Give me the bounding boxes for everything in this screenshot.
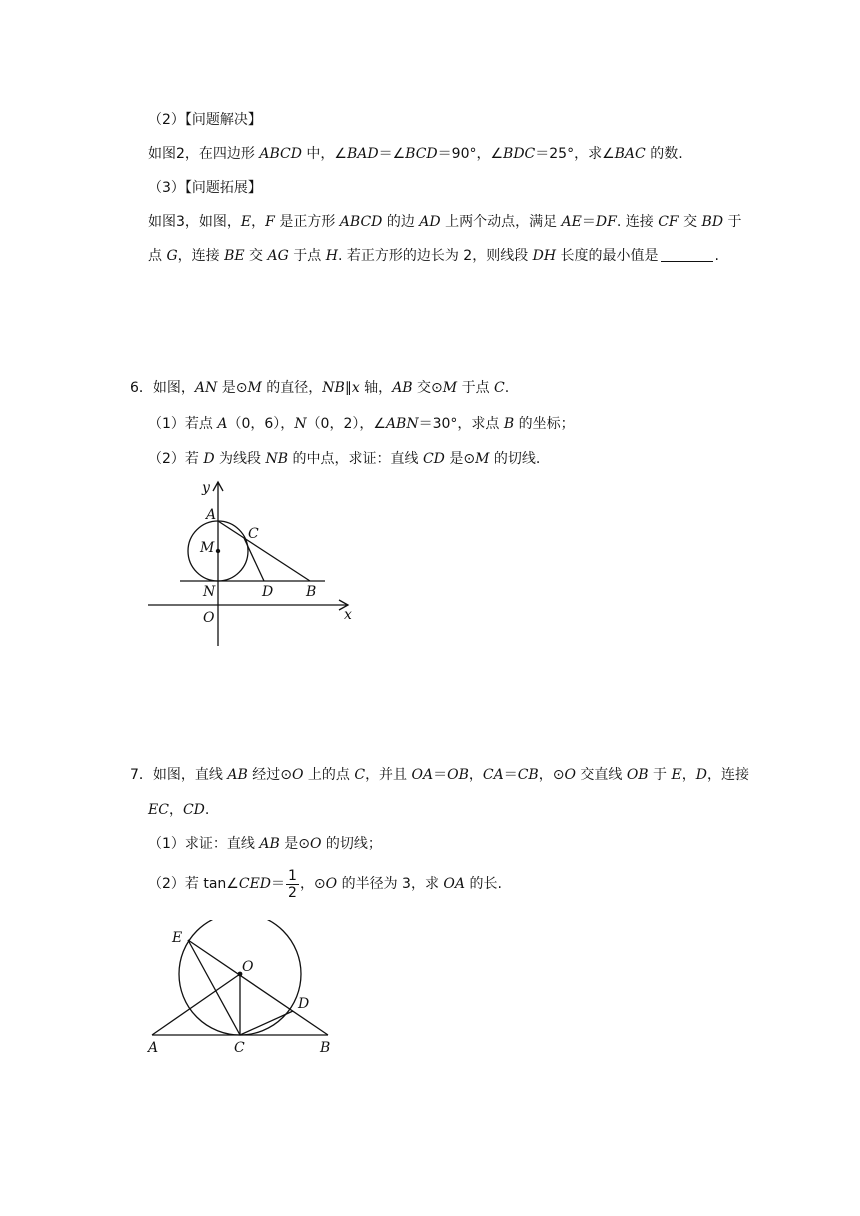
text: ＝25°，求∠ [535,146,615,162]
text: 是⊙ [217,380,248,396]
line-ab [218,521,310,581]
q6-part1 [148,414,575,434]
q6-part2 [148,449,540,469]
text: （2）若 tan∠ [148,876,239,892]
var: NB [322,380,345,396]
text: ，连接 [706,767,749,783]
text: 上的点 [303,767,355,783]
var: CED [238,876,272,892]
var: OA [443,876,466,892]
text: 的切线； [321,836,382,852]
text: ＝ [503,767,518,783]
var: M [247,380,262,396]
label-d: D [298,996,310,1012]
label-o: O [203,610,215,626]
text: . [714,248,719,264]
var: AN [194,380,218,396]
label-n: N [203,584,216,600]
text: ＝∠ [378,146,406,162]
var: AD [419,214,441,230]
label-a: A [206,507,217,523]
var: E [240,214,252,230]
text: 交⊙ [412,380,443,396]
label-e: E [172,930,183,946]
var: BE [224,248,245,264]
line-ec [188,940,240,1035]
text: ， [168,802,183,818]
text: . 连接 [616,214,659,230]
text: 交直线 [575,767,627,783]
text: ＝30°，求点 [418,416,504,432]
text: ，并且 [365,767,412,783]
text: 如图2，在四边形 [148,146,260,162]
text: ＝90°，∠ [437,146,504,162]
text: 于 [723,214,742,230]
label-y: y [202,480,210,496]
var: CD [422,451,445,467]
text: 的半径为 3，求 [337,876,444,892]
text: （0，6）， [227,416,295,432]
var: EC [148,802,169,818]
center-m-dot [216,549,220,553]
text: 的直径， [261,380,323,396]
var: AB [392,380,413,396]
text: 为线段 [214,451,266,467]
line-cd [240,1011,293,1035]
var: OB [626,767,649,783]
var: BAC [614,146,646,162]
fraction-denominator: 2 [288,884,297,901]
label-m: M [200,540,215,556]
var: CF [658,214,679,230]
text: 的边 [382,214,420,230]
text: ∥ [344,380,352,396]
text: ＝ [271,876,286,892]
text: 点 [148,248,167,264]
var: O [325,876,338,892]
answer-blank [661,247,713,262]
var: CA [482,767,504,783]
section3-line1 [148,212,742,232]
label-b: B [306,584,317,600]
var: OA [411,767,434,783]
text: 7．如图，直线 [130,767,228,783]
var: OB [447,767,469,783]
var: G [166,248,178,264]
q7-figure [140,920,340,1060]
var: BD [701,214,724,230]
var: BAD [346,146,379,162]
var: DH [532,248,557,264]
text: 6．如图， [130,380,195,396]
text: ，⊙ [299,876,326,892]
label-x: x [344,607,352,623]
var: D [695,767,707,783]
text: ，连接 [177,248,225,264]
var: BCD [405,146,438,162]
text: 上两个动点，满足 [440,214,562,230]
var: O [291,767,304,783]
text: 是正方形 [274,214,340,230]
line-eb [188,940,328,1035]
var: AG [267,248,289,264]
q7-stem-line1 [130,765,749,785]
text: 交 [678,214,702,230]
section3-heading: （3）【问题拓展】 [148,180,262,196]
var: C [354,767,366,783]
text: 是⊙ [444,451,476,467]
text: 于点 [288,248,326,264]
text: （0，2），∠ [306,416,386,432]
var: x [351,380,360,396]
text: （1）求证：直线 [148,836,260,852]
text: （1）若点 [148,416,218,432]
var: C [494,380,505,396]
text: ＝ [581,214,596,230]
var: M [442,380,458,396]
text: ，⊙ [538,767,565,783]
text: （2）若 [148,451,204,467]
text: 如图3，如图， [148,214,241,230]
text: 是⊙ [279,836,310,852]
text: . 若正方形的边长为 2，则线段 [337,248,533,264]
text: 的坐标； [514,416,575,432]
var: N [294,416,307,432]
text: ， [681,767,696,783]
var: F [265,214,275,230]
label-c: C [234,1040,245,1056]
section3-line2 [148,246,719,266]
q7-stem-line2 [148,800,209,820]
var: BDC [503,146,536,162]
var: CD [182,802,205,818]
fraction-numerator: 1 [288,867,297,884]
text: ， [251,214,266,230]
var: DF [595,214,617,230]
label-a: A [148,1040,159,1056]
line-oa [152,974,240,1035]
q7-part2 [148,866,502,902]
label-d: D [262,584,274,600]
var: O [309,836,322,852]
var: NB [265,451,289,467]
label-b: B [320,1040,331,1056]
text: . [504,380,510,396]
var: ABCD [339,214,383,230]
label-o: O [242,959,254,975]
var: ABN [385,416,419,432]
var: CB [517,767,539,783]
text: 于 [648,767,672,783]
text: 于点 [457,380,495,396]
q7-part1 [148,834,382,854]
text: 长度的最小值是 [556,248,659,264]
q6-stem [130,378,509,398]
var: D [203,451,215,467]
section2-problem [148,144,683,164]
text: 的数. [645,146,683,162]
var: AE [561,214,582,230]
text: 经过⊙ [247,767,292,783]
var: H [325,248,338,264]
text: . [204,802,210,818]
text: 轴， [359,380,393,396]
fraction [286,868,299,901]
var: M [475,451,490,467]
text: 的中点，求证：直线 [288,451,423,467]
text: 交 [244,248,268,264]
var: B [503,416,515,432]
var: O [564,767,576,783]
var: E [671,767,682,783]
section2-heading: （2）【问题解决】 [148,112,262,128]
q6-figure [140,474,370,654]
var: AB [227,767,248,783]
text: 的长. [465,876,502,892]
text: ， [468,767,483,783]
text: 中，∠ [301,146,347,162]
text: ＝ [433,767,448,783]
text: 的切线. [489,451,541,467]
var: A [217,416,228,432]
label-c: C [248,526,259,542]
var: ABCD [259,146,302,162]
var: AB [259,836,280,852]
